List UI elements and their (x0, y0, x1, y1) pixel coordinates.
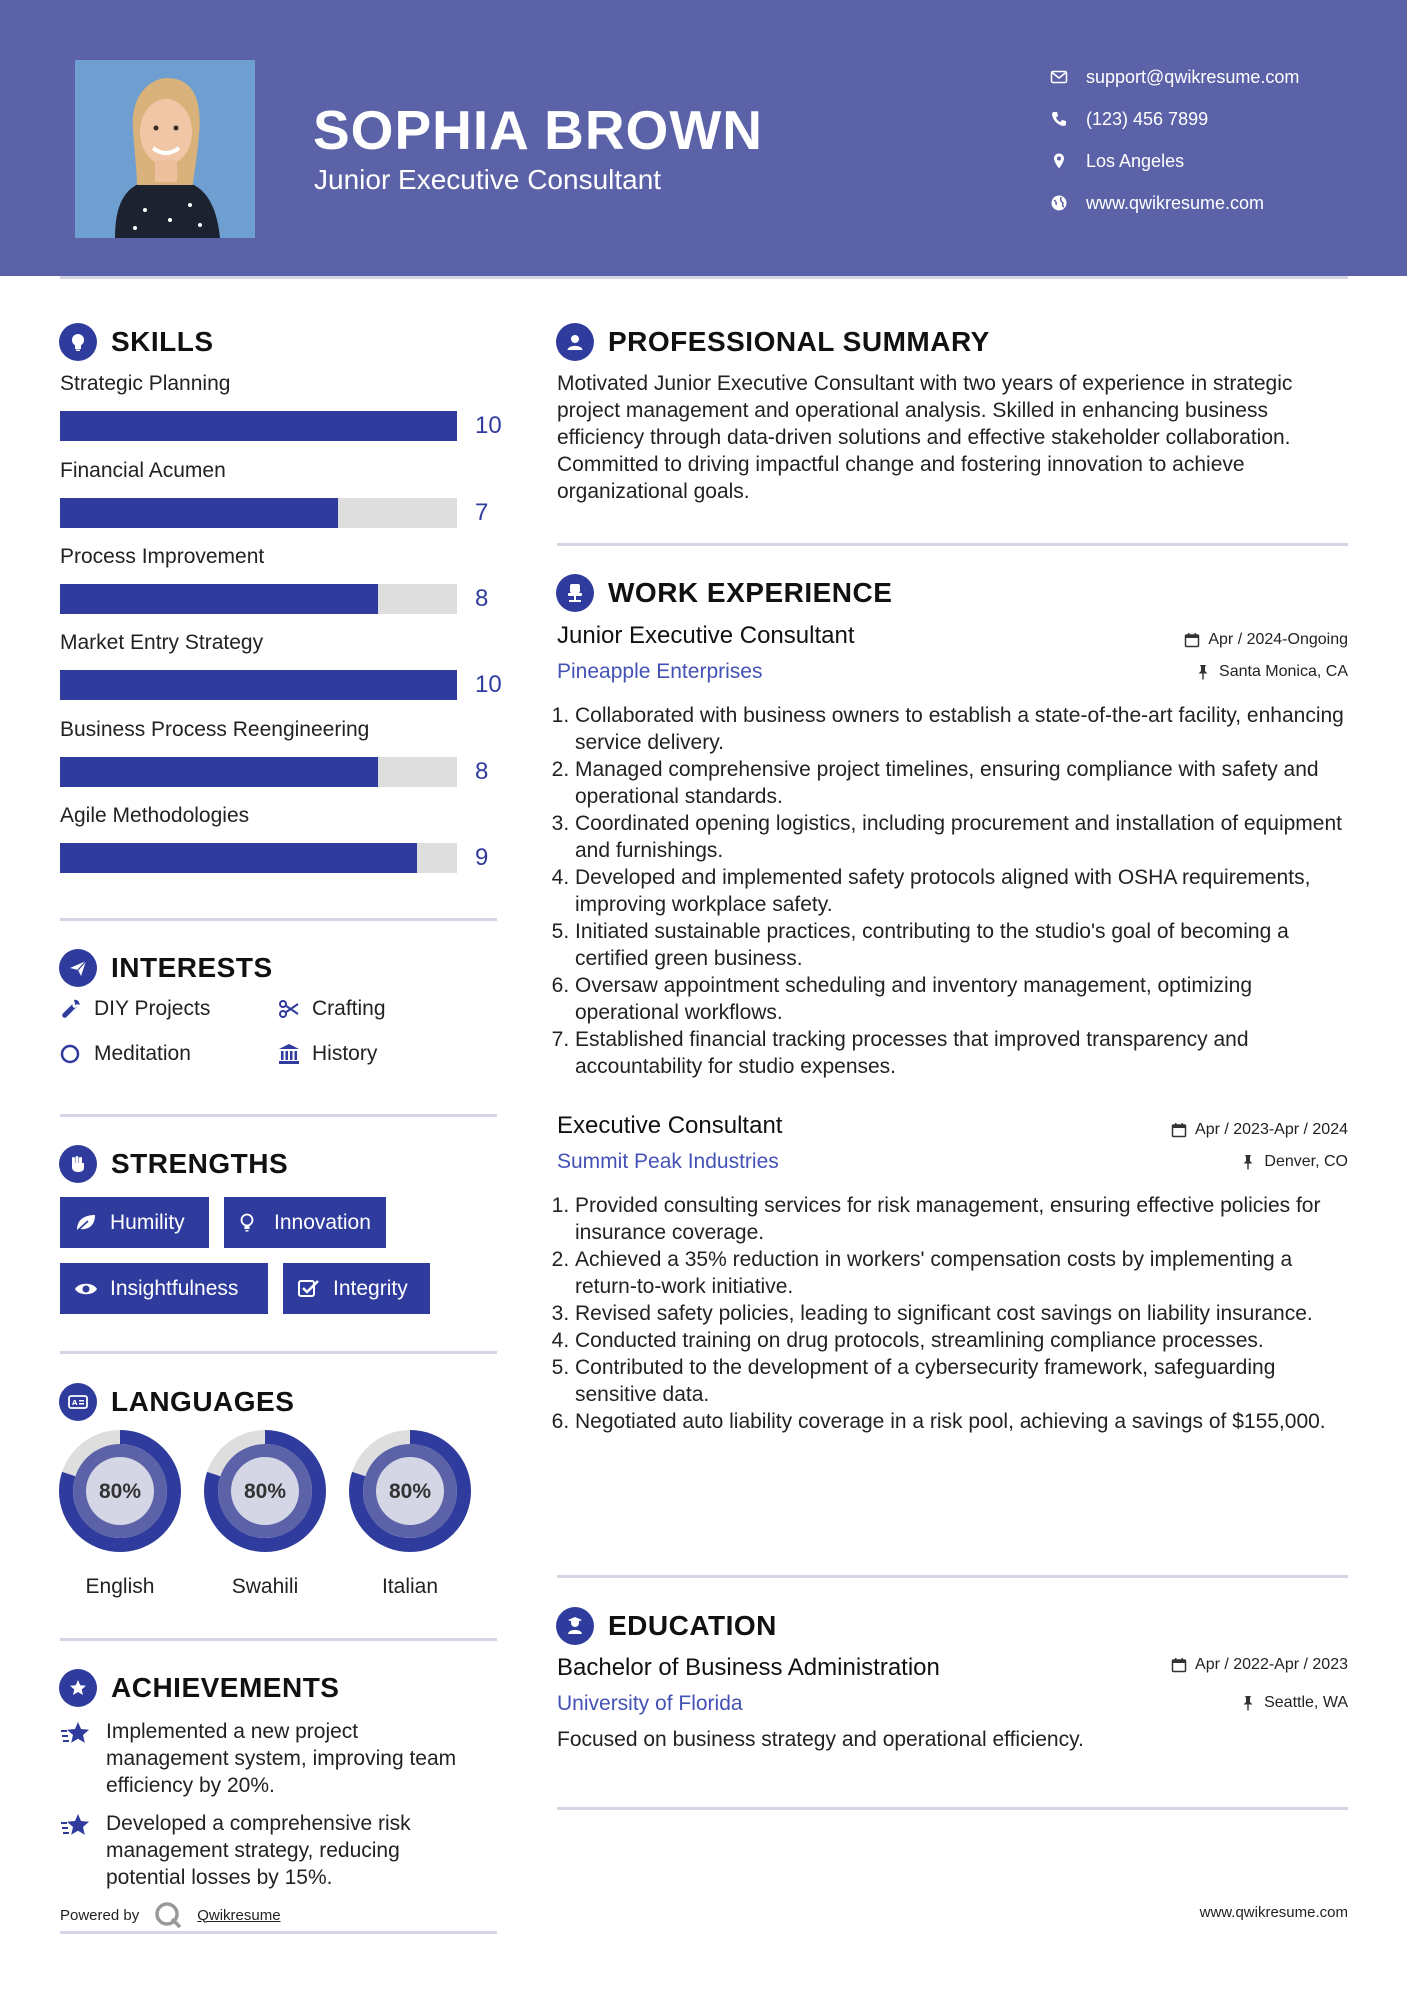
interest-label: DIY Projects (94, 997, 211, 1020)
education-dates (1171, 1656, 1348, 1674)
achievement-text: Implemented a new project management system, improving team efficiency by 20%. (106, 1720, 457, 1797)
achievement-item (60, 1718, 480, 1799)
experience-title: WORK EXPERIENCE (608, 577, 893, 608)
language-item (348, 1430, 472, 1599)
calendar-icon (1171, 1657, 1187, 1673)
duty-item: 1. Provided consulting services for risk management, ensuring effective policies for insurance coverage. (575, 1192, 1357, 1246)
job-location-text: Santa Monica, CA (1219, 663, 1348, 680)
fist-icon (59, 1145, 97, 1183)
skill-bar-fill (60, 584, 378, 614)
location-pin-icon (1050, 152, 1068, 170)
leaf-icon (74, 1212, 98, 1234)
language-donut (204, 1430, 326, 1552)
skill-bar-fill (60, 670, 457, 700)
section-divider (557, 1575, 1348, 1578)
company-name: Summit Peak Industries (557, 1150, 779, 1173)
lightbulb-icon (238, 1212, 262, 1234)
skill-bar (60, 584, 457, 614)
school-name: University of Florida (557, 1692, 743, 1715)
skill-label: Financial Acumen (60, 459, 226, 482)
summary-text: Motivated Junior Executive Consultant with two years of experience in strategic project management and operational analysis. Skilled in enhancing business efficiency through data-driven solutions and effective stakeholder collaboration. Committed to driving impactful change and fostering innovation to achieve organizational goals. (557, 372, 1293, 503)
degree-title: Bachelor of Business Administration (557, 1654, 940, 1681)
job-title: Executive Consultant (557, 1112, 783, 1139)
star-badge-icon (59, 1669, 97, 1707)
museum-icon (278, 1043, 300, 1065)
education-location-text: Seattle, WA (1264, 1694, 1348, 1711)
header-banner (0, 0, 1407, 276)
duty-item: 4. Conducted training on drug protocols, streamlining compliance processes. (575, 1327, 1357, 1354)
profile-photo-illustration (75, 60, 255, 238)
education-location (1240, 1694, 1348, 1712)
interest-item (60, 1042, 191, 1066)
skill-bar-fill (60, 843, 417, 873)
job-dates (1171, 1121, 1348, 1139)
education-title: EDUCATION (608, 1610, 777, 1641)
strength-badge (283, 1263, 430, 1314)
powered-by (60, 1900, 281, 1930)
education-heading (556, 1607, 777, 1645)
interest-label: History (312, 1042, 378, 1065)
skill-bar-fill (60, 498, 338, 528)
office-chair-icon (556, 574, 594, 612)
header-divider (60, 276, 1348, 279)
summary-title: PROFESSIONAL SUMMARY (608, 326, 990, 357)
section-divider (557, 1807, 1348, 1810)
strength-label: Innovation (274, 1210, 371, 1234)
strength-label: Integrity (333, 1276, 408, 1300)
job-duties-list (557, 702, 1357, 1080)
duty-item: 5. Contributed to the development of a cybersecurity framework, safeguarding sensitive data. (575, 1354, 1357, 1408)
skill-label: Agile Methodologies (60, 804, 250, 827)
footer-divider (60, 1931, 497, 1934)
lightbulb-icon (59, 323, 97, 361)
education-description: Focused on business strategy and operational efficiency. (557, 1728, 1084, 1751)
qwikresume-logo-icon (153, 1900, 183, 1930)
experience-heading (556, 574, 892, 612)
strength-label: Insightfulness (110, 1276, 239, 1300)
section-divider (60, 1114, 497, 1117)
language-donut (59, 1430, 181, 1552)
contact-phone[interactable] (1050, 98, 1299, 140)
strengths-heading (59, 1145, 288, 1183)
languages-heading (59, 1383, 294, 1421)
skills-heading (59, 323, 214, 361)
user-icon (556, 323, 594, 361)
skills-title: SKILLS (111, 326, 214, 357)
language-donut (349, 1430, 471, 1552)
pushpin-icon (1195, 664, 1211, 680)
language-name: Swahili (231, 1575, 299, 1598)
skill-value: 8 (475, 758, 489, 785)
skill-bar-fill (60, 411, 457, 441)
languages-title: LANGUAGES (111, 1386, 295, 1417)
interest-label: Crafting (312, 997, 386, 1020)
paper-plane-icon (59, 949, 97, 987)
calendar-icon (1184, 632, 1200, 648)
footer-url[interactable]: www.qwikresume.com (1199, 1904, 1348, 1921)
skill-value: 10 (475, 671, 502, 698)
scissors-icon (278, 998, 300, 1020)
summary-heading (556, 323, 990, 361)
achievements-heading (59, 1669, 339, 1707)
skill-item (60, 459, 505, 528)
language-item (58, 1430, 182, 1599)
skill-bar (60, 757, 457, 787)
duty-item: 6. Negotiated auto liability coverage in a risk pool, achieving a savings of $155,000. (575, 1408, 1357, 1435)
star-icon (60, 1720, 92, 1748)
skill-bar-fill (60, 757, 378, 787)
job-dates (1184, 631, 1348, 649)
duty-item: 7. Established financial tracking processes that improved transparency and accountability for studio expenses. (575, 1026, 1357, 1080)
skill-bar (60, 843, 457, 873)
language-item (203, 1430, 327, 1599)
interests-title: INTERESTS (111, 952, 273, 983)
powered-by-label: Powered by (60, 1906, 140, 1924)
skill-item (60, 631, 505, 700)
duty-item: 6. Oversaw appointment scheduling and inventory management, optimizing operational workflows. (575, 972, 1357, 1026)
duty-item: 1. Collaborated with business owners to establish a state-of-the-art facility, enhancing service delivery. (575, 702, 1357, 756)
achievement-item (60, 1810, 480, 1891)
globe-icon (1050, 194, 1068, 212)
candidate-title: Junior Executive Consultant (314, 164, 662, 195)
job-dates-text: Apr / 2024-Ongoing (1208, 631, 1348, 648)
interest-item (60, 997, 210, 1021)
skill-bar (60, 498, 457, 528)
skill-item (60, 804, 505, 873)
skill-value: 7 (475, 499, 489, 526)
job-location-text: Denver, CO (1264, 1153, 1348, 1170)
skill-value: 9 (475, 844, 489, 871)
checkbox-icon (297, 1278, 321, 1300)
duty-item: 4. Developed and implemented safety protocols aligned with OSHA requirements, improving workplace safety. (575, 864, 1357, 918)
skill-label: Process Improvement (60, 545, 265, 568)
envelope-icon (1050, 68, 1068, 86)
section-divider (557, 543, 1348, 546)
contact-location-text: Los Angeles (1086, 150, 1185, 171)
interests-heading (59, 949, 273, 987)
strength-badge (224, 1197, 386, 1248)
svg-text:A: A (72, 1399, 78, 1407)
skill-value: 8 (475, 585, 489, 612)
skill-value: 10 (475, 412, 502, 439)
interest-item (278, 1042, 377, 1066)
duty-item: 3. Revised safety policies, leading to significant cost savings on liability insurance. (575, 1300, 1357, 1327)
education-dates-text: Apr / 2022-Apr / 2023 (1195, 1656, 1348, 1673)
job-location (1195, 663, 1348, 681)
language-percent: 80% (388, 1480, 432, 1503)
contact-website-text: www.qwikresume.com (1086, 192, 1265, 213)
achievements-title: ACHIEVEMENTS (111, 1672, 340, 1703)
achievement-text: Developed a comprehensive risk management strategy, reducing potential losses by 15%. (106, 1812, 411, 1889)
contact-website[interactable] (1050, 182, 1299, 224)
skill-item (60, 718, 505, 787)
duty-item: 3. Coordinated opening logistics, including procurement and installation of equipment and furnishings. (575, 810, 1357, 864)
graduate-icon (556, 1607, 594, 1645)
duty-item: 2. Managed comprehensive project timelines, ensuring compliance with safety and operational standards. (575, 756, 1357, 810)
job-dates-text: Apr / 2023-Apr / 2024 (1195, 1121, 1348, 1138)
interest-item (278, 997, 386, 1021)
language-name: Italian (381, 1575, 439, 1598)
interest-label: Meditation (94, 1042, 191, 1065)
wrench-icon (60, 998, 82, 1020)
contact-location (1050, 140, 1299, 182)
star-icon (60, 1812, 92, 1840)
contact-phone-text: (123) 456 7899 (1086, 108, 1209, 129)
phone-icon (1050, 110, 1068, 128)
skill-bar (60, 411, 457, 441)
language-percent: 80% (98, 1480, 142, 1503)
job-title: Junior Executive Consultant (557, 622, 855, 649)
job-location (1240, 1153, 1348, 1171)
section-divider (60, 1351, 497, 1354)
skill-item (60, 372, 505, 441)
contact-list (1050, 56, 1299, 224)
contact-email-text: support@qwikresume.com (1086, 66, 1300, 87)
skill-item (60, 545, 505, 614)
job-duties-list (557, 1192, 1357, 1435)
language-percent: 80% (243, 1480, 287, 1503)
profile-photo (75, 60, 255, 238)
skill-label: Business Process Reengineering (60, 718, 370, 741)
section-divider (60, 918, 497, 921)
section-divider (60, 1638, 497, 1641)
eye-icon (74, 1278, 98, 1300)
pushpin-icon (1240, 1695, 1256, 1711)
strength-badge (60, 1263, 268, 1314)
strengths-title: STRENGTHS (111, 1148, 289, 1179)
company-name: Pineapple Enterprises (557, 660, 763, 683)
duty-item: 5. Initiated sustainable practices, contributing to the studio's goal of becoming a certified green business. (575, 918, 1357, 972)
strength-badge (60, 1197, 209, 1248)
skill-bar (60, 670, 457, 700)
candidate-name: SOPHIA BROWN (313, 99, 763, 161)
pushpin-icon (1240, 1154, 1256, 1170)
language-card-icon (59, 1383, 97, 1421)
duty-item: 2. Achieved a 35% reduction in workers' compensation costs by implementing a return-to-work initiative. (575, 1246, 1357, 1300)
brand-link[interactable]: Qwikresume (197, 1906, 281, 1924)
skill-label: Strategic Planning (60, 372, 231, 395)
circle-icon (60, 1043, 82, 1065)
contact-email[interactable] (1050, 56, 1299, 98)
strength-label: Humility (110, 1210, 185, 1234)
calendar-icon (1171, 1122, 1187, 1138)
skill-label: Market Entry Strategy (60, 631, 264, 654)
language-name: English (85, 1575, 155, 1598)
